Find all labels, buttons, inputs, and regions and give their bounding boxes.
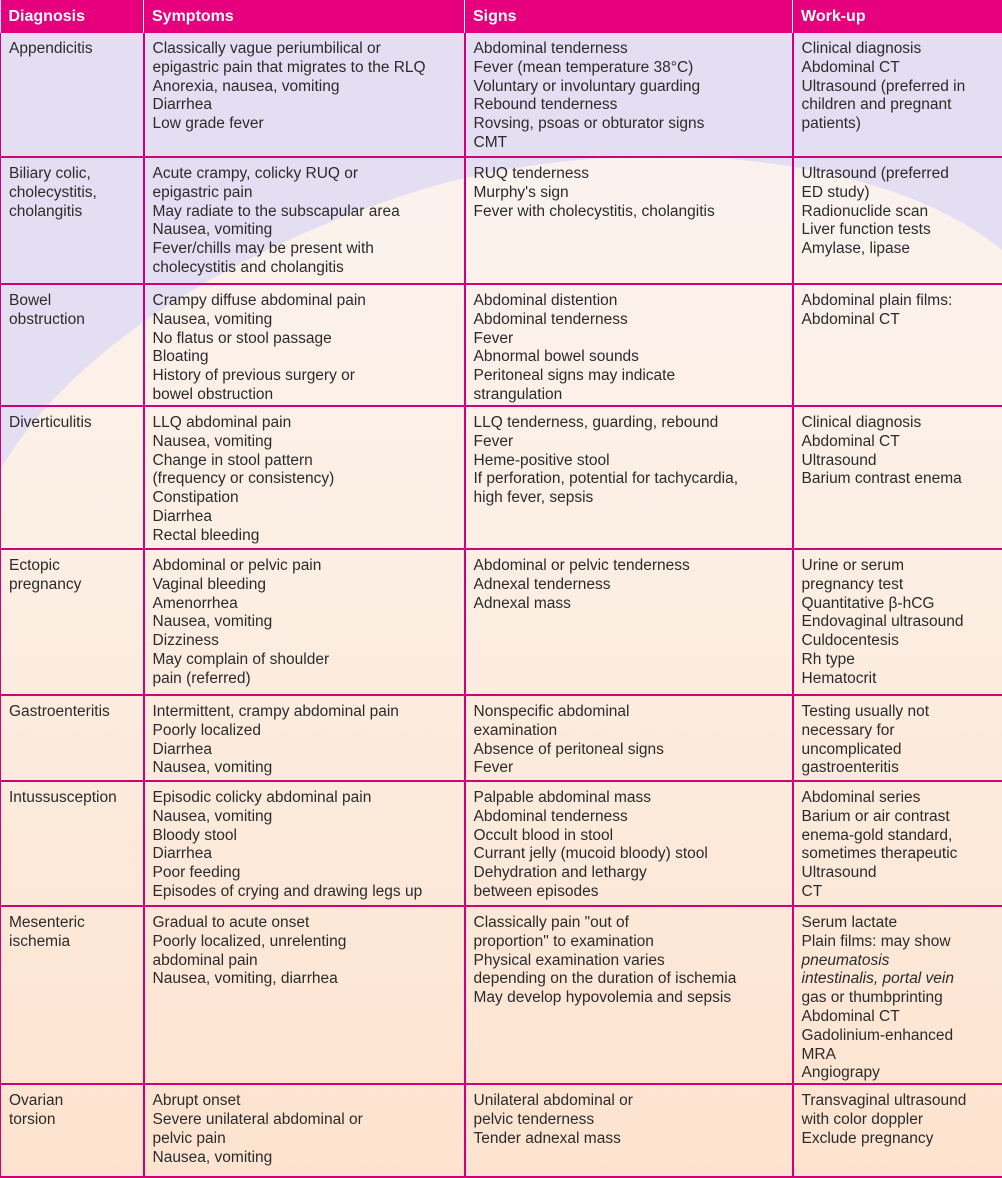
sign-line: Fever (mean temperature 38°C) bbox=[473, 58, 694, 76]
diagnosis-line: ischemia bbox=[9, 932, 71, 950]
symptom-line: Episodic colicky abdominal pain bbox=[152, 789, 372, 806]
symptom-line: Intermittent, crampy abdominal pain bbox=[152, 703, 399, 720]
symptom-line: Crampy diffuse abdominal pain bbox=[152, 292, 366, 309]
symptom-line: Nausea, vomiting bbox=[152, 432, 273, 450]
table-row bbox=[1, 906, 1002, 1084]
workup-cell bbox=[793, 1084, 1002, 1177]
workup-line: gas or thumbprinting bbox=[801, 989, 943, 1007]
diagnosis-cell bbox=[1, 406, 144, 549]
symptom-line: Severe unilateral abdominal or bbox=[152, 1110, 363, 1128]
sign-line: Fever bbox=[473, 759, 514, 777]
symptom-line: Abrupt onset bbox=[152, 1092, 241, 1110]
workup-line: Exclude pregnancy bbox=[801, 1129, 934, 1147]
diagnosis-line: Diverticulitis bbox=[9, 414, 92, 431]
sign-line: Adnexal tenderness bbox=[473, 575, 611, 593]
table-row bbox=[1, 284, 1002, 406]
symptom-line: Poor feeding bbox=[152, 864, 241, 882]
symptom-line: Poorly localized, unrelenting bbox=[152, 932, 347, 950]
diagnosis-cell bbox=[1, 284, 144, 406]
workup-line: Ultrasound bbox=[801, 864, 877, 882]
symptom-line: Change in stool pattern bbox=[152, 451, 313, 469]
diagnosis-line: torsion bbox=[9, 1110, 56, 1128]
workup-line: Barium or air contrast bbox=[801, 807, 950, 825]
workup-line: Ultrasound (preferred bbox=[801, 165, 949, 182]
workup-line: Hematocrit bbox=[801, 669, 877, 687]
symptom-line: Poorly localized bbox=[152, 721, 262, 739]
workup-line: pregnancy test bbox=[801, 575, 904, 593]
workup-cell bbox=[793, 406, 1002, 549]
table-row bbox=[1, 695, 1002, 781]
signs-cell bbox=[465, 157, 793, 284]
workup-line: Transvaginal ultrasound bbox=[801, 1092, 967, 1110]
sign-line: proportion" to examination bbox=[473, 932, 654, 950]
sign-line: Tender adnexal mass bbox=[473, 1129, 621, 1147]
diagnosis-line: Ovarian bbox=[9, 1092, 64, 1110]
header-symptoms: Symptoms bbox=[144, 0, 465, 33]
symptoms-cell bbox=[144, 157, 465, 284]
symptom-line: Episodes of crying and drawing legs up bbox=[152, 882, 423, 900]
symptom-line: pelvic pain bbox=[152, 1129, 226, 1147]
symptom-line: Acute crampy, colicky RUQ or bbox=[152, 165, 359, 182]
workup-line: Amylase, lipase bbox=[801, 240, 911, 258]
sign-line: CMT bbox=[473, 133, 508, 151]
header-workup: Work-up bbox=[793, 0, 1002, 33]
sign-line: Abdominal distention bbox=[473, 292, 618, 309]
symptom-line: Vaginal bleeding bbox=[152, 575, 266, 593]
diagnosis-cell bbox=[1, 33, 144, 157]
workup-line: Urine or serum bbox=[801, 557, 904, 574]
workup-line: patients) bbox=[801, 115, 861, 133]
symptom-line: Dizziness bbox=[152, 632, 219, 650]
sign-line: Currant jelly (mucoid bloody) stool bbox=[473, 845, 708, 863]
sign-line: Physical examination varies bbox=[473, 951, 665, 969]
symptom-line: Bloating bbox=[152, 348, 209, 366]
workup-line: Ultrasound (preferred in bbox=[801, 77, 966, 95]
symptoms-cell bbox=[144, 695, 465, 781]
sign-line: depending on the duration of ischemia bbox=[473, 970, 737, 988]
symptom-line: Nausea, vomiting bbox=[152, 807, 273, 825]
sign-line: Abdominal tenderness bbox=[473, 40, 628, 57]
diagnosis-line: Intussusception bbox=[9, 789, 117, 806]
workup-line: Clinical diagnosis bbox=[801, 40, 922, 57]
symptom-line: (frequency or consistency) bbox=[152, 470, 335, 488]
workup-italic-text: pneumatosis bbox=[801, 951, 890, 969]
symptoms-cell bbox=[144, 906, 465, 1084]
workup-line: Abdominal series bbox=[801, 789, 921, 806]
sign-line: Fever with cholecystitis, cholangitis bbox=[473, 202, 715, 220]
workup-line: with color doppler bbox=[801, 1110, 923, 1128]
workup-cell bbox=[793, 33, 1002, 157]
workup-cell bbox=[793, 695, 1002, 781]
symptoms-cell bbox=[144, 549, 465, 695]
sign-line: strangulation bbox=[473, 385, 563, 403]
symptom-line: No flatus or stool passage bbox=[152, 329, 332, 347]
diagnosis-line: Bowel bbox=[9, 292, 52, 309]
sign-line: Abnormal bowel sounds bbox=[473, 348, 639, 366]
sign-line: RUQ tenderness bbox=[473, 165, 589, 182]
sign-line: Peritoneal signs may indicate bbox=[473, 367, 676, 385]
symptom-line: Nausea, vomiting bbox=[152, 759, 273, 777]
sign-line: Absence of peritoneal signs bbox=[473, 740, 664, 758]
symptom-line: LLQ abdominal pain bbox=[152, 414, 292, 431]
diagnosis-cell bbox=[1, 1084, 144, 1177]
table-body bbox=[1, 33, 1002, 1177]
table-row bbox=[1, 1084, 1002, 1177]
workup-line: Radionuclide scan bbox=[801, 202, 929, 220]
sign-line: Heme-positive stool bbox=[473, 451, 610, 469]
workup-line: sometimes therapeutic bbox=[801, 845, 958, 863]
workup-line: Abdominal CT bbox=[801, 310, 900, 328]
symptom-line: Gradual to acute onset bbox=[152, 914, 310, 931]
sign-line: pelvic tenderness bbox=[473, 1110, 595, 1128]
signs-cell bbox=[465, 33, 793, 157]
symptom-line: Constipation bbox=[152, 489, 239, 507]
symptom-line: May complain of shoulder bbox=[152, 650, 330, 668]
table-row bbox=[1, 406, 1002, 549]
workup-line: children and pregnant bbox=[801, 96, 952, 114]
diagnosis-line: obstruction bbox=[9, 310, 85, 328]
symptom-line: Nausea, vomiting bbox=[152, 1148, 273, 1166]
sign-line: Murphy's sign bbox=[473, 183, 569, 201]
symptoms-cell bbox=[144, 781, 465, 906]
signs-cell bbox=[465, 406, 793, 549]
table-row bbox=[1, 157, 1002, 284]
workup-line: Clinical diagnosis bbox=[801, 414, 922, 431]
diagnosis-line: Biliary colic, bbox=[9, 165, 91, 182]
sign-line: Palpable abdominal mass bbox=[473, 789, 651, 806]
workup-line: Barium contrast enema bbox=[801, 470, 962, 488]
diagnosis-line: Ectopic bbox=[9, 557, 60, 574]
diagnosis-cell bbox=[1, 695, 144, 781]
sign-line: If perforation, potential for tachycardia, bbox=[473, 470, 739, 488]
workup-line: CT bbox=[801, 882, 823, 900]
symptom-line: May radiate to the subscapular area bbox=[152, 202, 400, 220]
workup-line: Culdocentesis bbox=[801, 632, 899, 650]
workup-line: Quantitative β-hCG bbox=[801, 594, 935, 612]
header-diagnosis: Diagnosis bbox=[1, 0, 144, 33]
sign-line: Rovsing, psoas or obturator signs bbox=[473, 115, 705, 133]
symptom-line: Diarrhea bbox=[152, 96, 212, 114]
workup-line: Rh type bbox=[801, 650, 855, 668]
symptom-line: pain (referred) bbox=[152, 669, 251, 687]
workup-line: Plain films: may show bbox=[801, 932, 951, 950]
workup-line: necessary for bbox=[801, 721, 895, 739]
symptom-line: Fever/chills may be present with bbox=[152, 240, 374, 258]
workup-line: Serum lactate bbox=[801, 914, 898, 931]
symptom-line: Low grade fever bbox=[152, 115, 264, 133]
sign-line: Voluntary or involuntary guarding bbox=[473, 77, 701, 95]
symptom-line: Bloody stool bbox=[152, 826, 237, 844]
signs-cell bbox=[465, 1084, 793, 1177]
table-row bbox=[1, 781, 1002, 906]
workup-line bbox=[802, 952, 995, 971]
sign-line: Abdominal or pelvic tenderness bbox=[473, 557, 690, 574]
workup-line bbox=[802, 970, 995, 989]
table-header bbox=[1, 0, 1002, 33]
sign-line: May develop hypovolemia and sepsis bbox=[473, 989, 732, 1007]
diagnosis-cell bbox=[1, 781, 144, 906]
symptom-line: Classically vague periumbilical or bbox=[152, 40, 381, 57]
sign-line: Unilateral abdominal or bbox=[473, 1092, 633, 1110]
sign-line: examination bbox=[473, 721, 558, 739]
workup-cell bbox=[793, 906, 1002, 1084]
symptoms-cell bbox=[144, 406, 465, 549]
symptom-line: Nausea, vomiting bbox=[152, 613, 273, 631]
signs-cell bbox=[465, 906, 793, 1084]
symptom-line: epigastric pain that migrates to the RLQ bbox=[152, 58, 426, 76]
workup-cell bbox=[793, 284, 1002, 406]
sign-line: Occult blood in stool bbox=[473, 826, 614, 844]
symptoms-cell bbox=[144, 1084, 465, 1177]
sign-line: Dehydration and lethargy bbox=[473, 864, 647, 882]
header-signs: Signs bbox=[465, 0, 793, 33]
symptoms-cell bbox=[144, 33, 465, 157]
symptom-line: Amenorrhea bbox=[152, 594, 238, 612]
table-row bbox=[1, 33, 1002, 157]
sign-line: high fever, sepsis bbox=[473, 489, 594, 507]
diagnosis-cell bbox=[1, 157, 144, 284]
diagnosis-line: cholecystitis, bbox=[9, 183, 97, 201]
symptom-line: Nausea, vomiting bbox=[152, 221, 273, 239]
symptom-line: epigastric pain bbox=[152, 183, 253, 201]
diagnosis-line: cholangitis bbox=[9, 202, 83, 220]
workup-line: Liver function tests bbox=[801, 221, 931, 239]
workup-cell bbox=[793, 157, 1002, 284]
workup-line: MRA bbox=[801, 1045, 836, 1063]
workup-italic-text: intestinalis, portal vein bbox=[801, 970, 954, 988]
table-row bbox=[1, 549, 1002, 695]
workup-line: enema-gold standard, bbox=[801, 826, 953, 844]
symptom-line: Nausea, vomiting, diarrhea bbox=[152, 970, 338, 988]
workup-line: Abdominal plain films: bbox=[801, 292, 953, 309]
sign-line: Fever bbox=[473, 432, 514, 450]
sign-line: Abdominal tenderness bbox=[473, 310, 628, 328]
diagnosis-cell bbox=[1, 549, 144, 695]
diagnosis-line: Gastroenteritis bbox=[9, 703, 110, 720]
diagnosis-line: pregnancy bbox=[9, 575, 82, 593]
workup-line: Abdominal CT bbox=[801, 432, 900, 450]
signs-cell bbox=[465, 549, 793, 695]
symptom-line: History of previous surgery or bbox=[152, 367, 355, 385]
workup-line: Gadolinium-enhanced bbox=[801, 1026, 954, 1044]
symptom-line: abdominal pain bbox=[152, 951, 258, 969]
sign-line: LLQ tenderness, guarding, rebound bbox=[473, 414, 719, 431]
symptom-line: bowel obstruction bbox=[152, 385, 274, 403]
symptom-line: Anorexia, nausea, vomiting bbox=[152, 77, 340, 95]
sign-line: Fever bbox=[473, 329, 514, 347]
sign-line: between episodes bbox=[473, 882, 599, 900]
workup-line: ED study) bbox=[801, 183, 870, 201]
symptoms-cell bbox=[144, 284, 465, 406]
symptom-line: Rectal bleeding bbox=[152, 526, 260, 544]
symptom-line: Diarrhea bbox=[152, 740, 212, 758]
symptom-line: cholecystitis and cholangitis bbox=[152, 258, 344, 276]
workup-line: Endovaginal ultrasound bbox=[801, 613, 964, 631]
workup-line: Angiograpy bbox=[801, 1064, 880, 1082]
symptom-line: Nausea, vomiting bbox=[152, 310, 273, 328]
symptom-line: Diarrhea bbox=[152, 845, 212, 863]
symptom-line: Diarrhea bbox=[152, 507, 212, 525]
diagnosis-line: Mesenteric bbox=[9, 914, 85, 931]
workup-cell bbox=[793, 549, 1002, 695]
workup-line: Abdominal CT bbox=[801, 58, 900, 76]
workup-line: uncomplicated bbox=[801, 740, 902, 758]
workup-line: Ultrasound bbox=[801, 451, 877, 469]
header-row bbox=[1, 0, 1002, 33]
signs-cell bbox=[465, 781, 793, 906]
workup-cell bbox=[793, 781, 1002, 906]
sign-line: Nonspecific abdominal bbox=[473, 703, 630, 720]
symptom-line: Abdominal or pelvic pain bbox=[152, 557, 322, 574]
workup-line: Testing usually not bbox=[801, 703, 930, 720]
signs-cell bbox=[465, 284, 793, 406]
diagnosis-line: Appendicitis bbox=[9, 40, 93, 57]
workup-line: Abdominal CT bbox=[801, 1007, 900, 1025]
signs-cell bbox=[465, 695, 793, 781]
sign-line: Classically pain "out of bbox=[473, 914, 629, 931]
workup-line: gastroenteritis bbox=[801, 759, 899, 777]
diagnosis-cell bbox=[1, 906, 144, 1084]
sign-line: Rebound tenderness bbox=[473, 96, 618, 114]
sign-line: Abdominal tenderness bbox=[473, 807, 628, 825]
sign-line: Adnexal mass bbox=[473, 594, 571, 612]
